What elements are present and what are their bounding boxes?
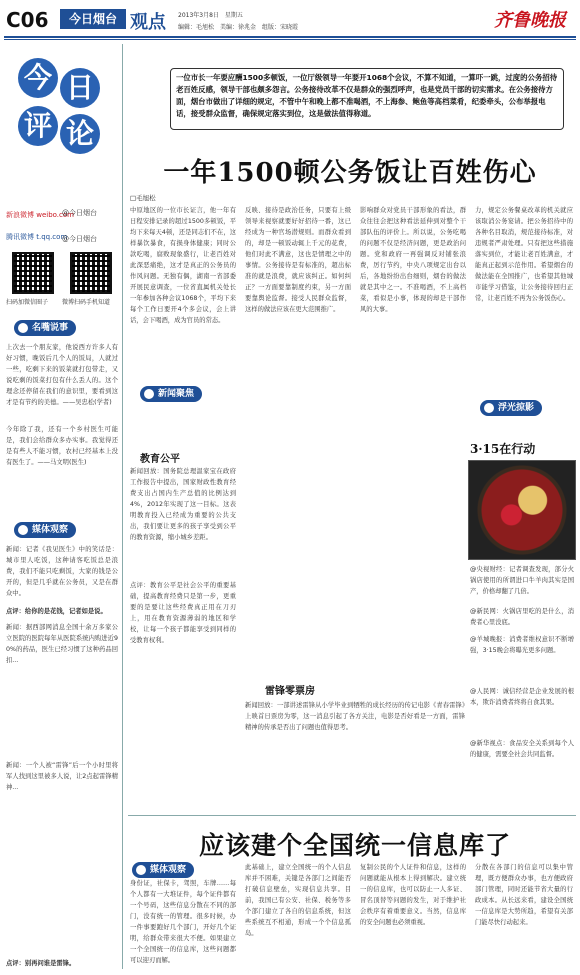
section-tag-media: 媒体观察 bbox=[14, 522, 76, 538]
article-column: 反映、接待是政治任务，只要有上级领导来视察就要好好招待一番，这已经成为一种官场潜规则。而群众看到的，却是一顿饭动辄上千元的花费，他们对此不满意，这也是情理之中的事情。公务接待是有标准的，超出标准的就是浪费，就应该纠正。如何纠正？一方面要靠制度约束，另一方面要靠舆论监督。接受人民群众监督，这样的做法应该在更大范围推广。 bbox=[245, 207, 351, 313]
net-comment: 点评：别再问谁是雷锋。 bbox=[6, 960, 76, 967]
logo-char: 评 bbox=[18, 106, 58, 146]
section-tag-floating: 浮光掠影 bbox=[480, 400, 542, 416]
column-divider bbox=[122, 44, 123, 969]
weibo-item: @人民网：诚信经营是企业发展的根本，欺诈消费者终将自食其果。 bbox=[470, 688, 574, 706]
page-header bbox=[0, 0, 580, 40]
article-column: 力，规定公务餐桌改革的机关就应该取消公务宴请。把公务招待中的各种名目取消，规范接待标准，对违规者严肃处理。只有把这些措施落实到位，才能让老百姓满意，才能真正起到示范作用。希望烟台的做法能在全国推广，也希望其他城市能学习借鉴，让公务接待回归正常，让老百姓不再为公务饭伤心。 bbox=[475, 207, 573, 302]
weibo-handle[interactable]: @今日烟台 bbox=[62, 209, 97, 217]
editor-credits: 编辑：毛旭松 美编：徐兆金 组版：宋晓霞 bbox=[178, 24, 299, 31]
net-news: 新闻：据西部网消息全国十余万多家公立医院的医院每年从医院系统内购进近90%的药品，医生已经习惯了这种药品回扣... bbox=[6, 624, 118, 664]
article-column: 影响群众对党员干部形象的看法，群众往往会把这种看法延伸到对整个干部队伍的评价上。所以说，公务吃喝的问题不仅是经济问题，更是政治问题。党和政府一再强调反对铺张浪费，厉行节约，中央八项规定出台以后，各地纷纷出台细则，烟台的做法就是其中之一。不准喝酒，不上高档菜，看似是小事，体现的却是干部作风的大事。 bbox=[360, 207, 466, 313]
section-tag-mingzui: 名嘴说事 bbox=[14, 320, 76, 336]
photo-title: 3·15在行动 bbox=[470, 442, 536, 456]
weibo-item: @新华视点：食品安全关系到每个人的健康，需要全社会共同监督。 bbox=[470, 740, 574, 758]
news-text: 新闻回放：国务院总理温家宝在政府工作报告中提出，国家财政性教育经费支出占国内生产总值的比例达到4%，2012年实现了这一目标。这表明教育投入已经成为重要的公共支出，我们要让更多的孩子享受到公平的教育资源，缩小城乡差距。 bbox=[130, 468, 236, 541]
header-rule bbox=[4, 36, 576, 38]
weibo-label[interactable]: 新浪微博 weibo.com bbox=[6, 211, 74, 219]
logo-char: 论 bbox=[60, 114, 100, 154]
section-tag-news-focus: 新闻聚焦 bbox=[140, 386, 202, 402]
header-rule-thin bbox=[4, 39, 576, 40]
headline-2: 应该建个全国统一信息库了 bbox=[198, 831, 511, 860]
news-text: 新闻回放：一部讲述雷锋从小学毕业到牺牲的成长经历的传记电影《青春雷锋》上映首日票房为零，这一消息引起了各方关注，电影是否好看是一方面，雷锋精神的传承是否出了问题也值得思考。 bbox=[245, 702, 465, 731]
quote-text: 上次去一个朋友家，他说西方许多人有好习惯，晚饭后几个人的饭局，人就过一些，吃剩下来的饭菜就打包带走，又说吃剩的饭菜打包有什么丢人的。这个理念还停留在我们的意识里，要看到这才是有节约的美德。——吴忠松(学者) bbox=[6, 344, 118, 406]
byline: □毛旭松 bbox=[130, 194, 156, 202]
section-rule bbox=[128, 815, 576, 816]
quote-text: 今年除了我，还有一个乡村医生可能是，我们会给群众多办实事。我觉得还是有些人不能习惯，农村已经基本上没有医生了。——马文明(医生) bbox=[6, 426, 118, 466]
article-column: 分散在各部门的信息可以集中管理，既方便群众办事，也方便政府部门管理，同时还能节省大量的行政成本。从长远来看，建设全国统一信息库是大势所趋，希望有关部门能尽快行动起来。 bbox=[475, 864, 573, 926]
article-column: 中原地区的一位市长证言，他一年有日程安排记录的超过1500多顿饭，平均下来每天4顿，还是同志们不在，这样暴饮暴食，有损身体健康；同时公款吃喝，腐败现象盛行，让老百姓对此深恶痛绝，这才是真正的公务员的作风问题。无独有偶，湖南一省部委开展民意调查，一位省直属机关处长一年参加各种会议1068个，平均下来每个工作日要开4个多会议，会上讲话，会下喝酒，成为官员的常态。 bbox=[130, 207, 236, 324]
qr-code-icon bbox=[12, 252, 54, 294]
issue-date: 2013年3月8日 星期五 bbox=[178, 12, 243, 19]
qr-code-icon bbox=[70, 252, 112, 294]
net-news: 新闻：记者《我见医生》中的笑话是：城市里人吃饭，这种请客吃饭总是浪费，我们不能只吃剩饭，大家的钱是公开的，但是几乎就在公务员，又是在群众中。 bbox=[6, 546, 118, 597]
qr-caption: 微博扫码手机知道 bbox=[62, 299, 111, 306]
headline-1: 一年1500顿公务饭让百姓伤心 bbox=[163, 158, 537, 188]
column-logo bbox=[18, 58, 100, 156]
net-comment: 点评：给你的是花钱，记者如是说。 bbox=[6, 608, 107, 615]
column-title: 观点 bbox=[130, 12, 166, 33]
weibo-item: @新民网：火锅店里吃的是什么，消费者心里没底。 bbox=[470, 608, 574, 626]
section-tag-media-watch: 媒体观察 bbox=[132, 862, 194, 878]
qr-caption: 扫码加微信圈子 bbox=[6, 299, 49, 306]
news-text: 点评：教育公平是社会公平的重要基础，提高教育经费只是第一步，更重要的是要让这些经费真正用在刀刃上，用在教育资源薄弱的地区和学校，让每一个孩子都能享受到同样的受教育权利。 bbox=[130, 582, 236, 644]
logo-char: 今 bbox=[18, 58, 58, 98]
tencent-handle[interactable]: @今日烟台 bbox=[62, 235, 97, 243]
lead-quote-text: 一位市长一年要应酬1500多顿饭，一位厅级领导一年要开1068个会议，不算不知道，一算吓一跳，过度的公务招待老百姓反感，领导干部也颇多怨言。公务接待改革不仅是群众的强烈呼声，也是党员干部的切实需求。在公务接待方面，烟台市做出了详细的规定，不管中午和晚上都不准喝酒，不上海参、鲍鱼等高档菜肴，纪委牵头，公布举报电话，接受群众监督，确保规定落实到位，这是做法值得称道。 bbox=[176, 73, 558, 118]
page-number: C06 bbox=[6, 8, 49, 32]
newspaper-logo: 齐鲁晚报 bbox=[494, 10, 566, 31]
weibo-item: @央视财经：记者调查发现，部分火锅店使用的所谓进口牛羊肉其实是国产，价格却翻了几倍。 bbox=[470, 566, 574, 595]
subhead: 雷锋零票房 bbox=[265, 686, 315, 697]
logo-char: 日 bbox=[60, 68, 100, 108]
section-badge: 今日烟台 bbox=[60, 9, 126, 29]
tencent-label[interactable]: 腾讯微博 t.qq.com bbox=[6, 233, 68, 241]
net-news: 新闻：一个人被“雷锋”后一个小时里将军人找到这里被多人说，让2点起雷锋精神... bbox=[6, 762, 118, 791]
article-column: 此基础上，建立全国统一的个人信息库并不困难，关键是各部门之间能否打破信息壁垒，实现信息共享。目前，我国已有公安、社保、税务等多个部门建立了各自的信息系统，但这些系统互不相通，形成一个个信息孤岛。 bbox=[245, 864, 351, 937]
weibo-item: @羊城晚报：消费者维权意识不断增强，3·15晚会将曝光更多问题。 bbox=[470, 636, 574, 654]
article-column: 复制公民的个人证件和信息，这样的问题就能从根本上得到解决。建立统一的信息库，也可以防止一人多证、冒名顶替等问题的发生，对于维护社会秩序有着重要意义。当然，信息库的安全问题也必须重视。 bbox=[360, 864, 466, 926]
hotpot-photo bbox=[468, 460, 576, 560]
article-column: 身份证，社保卡，驾照，车牌……每个人都有一大堆证件，每个证件都有一个号码，这些信息分散在不同的部门，没有统一的管理。很多时候，办一件事要跑好几个部门，开好几个证明，给群众带来很大不便。如果建立一个全国统一的信息库，这些问题都可以迎刃而解。 bbox=[130, 880, 236, 964]
subhead: 教育公平 bbox=[140, 454, 180, 465]
